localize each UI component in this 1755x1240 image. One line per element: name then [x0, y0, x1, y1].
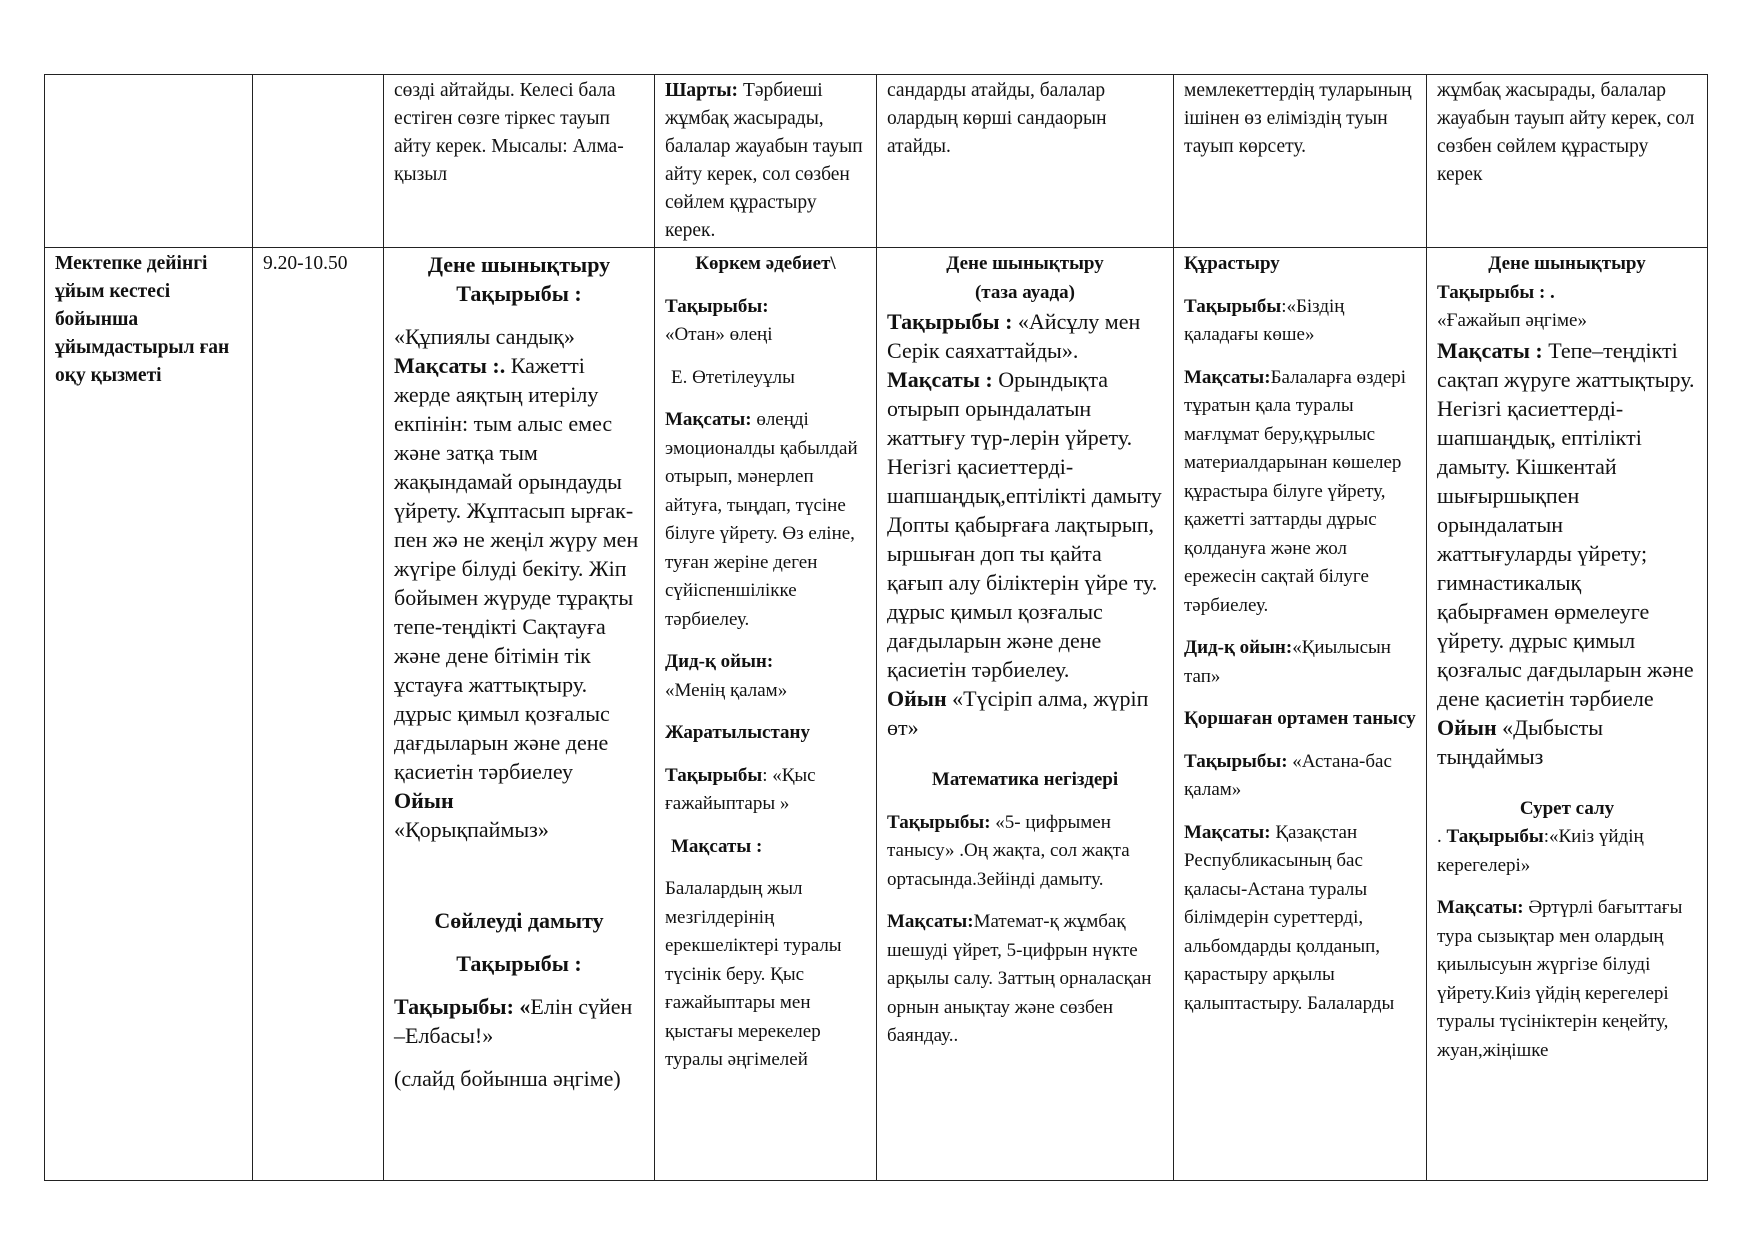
- topic-text: :«Біздің қаладағы көше»: [1184, 295, 1345, 345]
- cell-text: сандарды атайды, балалар олардың көрші сандаорын атайды.: [887, 80, 1107, 157]
- note-text: (слайд бойынша әңгіме): [394, 1066, 621, 1091]
- topic-label-2: Тақырыбы: [665, 764, 763, 786]
- topic-text: «Ғажайып әңгіме»: [1437, 310, 1587, 331]
- table-row-continuation: [45, 75, 1708, 248]
- topic-label-2: Тақырыбы :: [456, 951, 582, 976]
- goal-label: Мақсаты:: [1184, 366, 1271, 388]
- goal-text: Тепе–теңдікті сақтап жүруге жаттықтыру. Негізгі қасиеттерді-шапшаңдық, ептілікті дамыту. Кішкентай шығыршықпен орындалатын жаттығуларды үйрету; гимнастикалық қабырғамен өрмелеуге үйрету. дұрыс қимыл қозғалыс дағдыларын және дене қасиетін тәрбиеле: [1437, 337, 1695, 711]
- goal-text: Орындықта отырып орындалатын жаттығу түр-лерін үйрету. Негізгі қасиеттерді-шапшаңдық,ептілікті дамыту Допты қабырғаға лақтырып, ыршыған доп ты қайта қағып алу біліктерін үйре ту. дұрыс қимыл қозғалыс дағдыларын және дене қасиетін тәрбиелеу.: [887, 367, 1162, 682]
- topic-label: Тақырыбы : .: [1437, 281, 1555, 303]
- game-label: Ойын: [394, 788, 454, 813]
- goal-text-2: Әртүрлі бағыттағы тура сызықтар мен олардың қиылысуын жүргізе білуді үйрету.Киіз үйдің керегелері туралы түсініктерін кеңейту, жуан,жіңішке: [1437, 897, 1683, 1061]
- day-5-cell: [1427, 248, 1708, 1181]
- goal-text: Балаларға өздері тұратын қала туралы мағлұмат беру,құрылыс материалдарынан көшелер құрастыра білуге үйрету, қажетті заттарды дұрыс қолдануға және жол ережесін сақтай білуге тәрбиелеу.: [1184, 366, 1407, 616]
- subject-title-2: Қоршаған ортамен танысу: [1184, 708, 1416, 729]
- game-text: «Қорықпаймыз»: [394, 817, 549, 842]
- subject-title: Дене шынықтыру: [427, 252, 611, 277]
- topic-text-2: : «Қыс ғажайыптары »: [665, 764, 816, 814]
- subject-note: (таза ауада): [974, 281, 1075, 303]
- topic-label: Тақырыбы :: [456, 281, 582, 306]
- game-label: Дид-қ ойын:: [665, 651, 774, 672]
- cell-r1-c3: [384, 75, 655, 248]
- topic-text: «Айсұлу мен Серік саяхаттайды».: [887, 309, 1141, 363]
- time-text: 9.20-10.50: [263, 253, 348, 274]
- goal-label: Мақсаты :.: [394, 353, 506, 378]
- game-text: «Менің қалам»: [665, 679, 788, 701]
- game-label: Ойын: [887, 686, 947, 711]
- topic-text: «Құпиялы сандық»: [394, 324, 575, 349]
- topic-text-2: :«Киіз үйдің керегелері»: [1437, 826, 1644, 876]
- cell-r1-c6: [1174, 75, 1427, 248]
- goal-label-2: Мақсаты :: [671, 835, 763, 857]
- schedule-table: [44, 74, 1708, 1181]
- goal-text-2: Қазақстан Республикасының бас қаласы-Астана туралы білімдерін суреттерді, альбомдарды қолданып, қарастыру арқылы қалыптастыру. Балаларды: [1184, 821, 1395, 1014]
- topic-label-2: Тақырыбы: [1446, 826, 1544, 847]
- topic-prefix-2: .: [1437, 826, 1447, 847]
- goal-label: Мақсаты:: [665, 409, 752, 430]
- time-cell: [253, 248, 384, 1181]
- topic-text-3: Елін сүйен –Елбасы!»: [394, 994, 633, 1048]
- cell-r1-c4: [655, 75, 877, 248]
- cell-text: жұмбақ жасырады, балалар жауабын тауып айту керек, сол сөзбен сөйлем құрастыру керек: [1437, 80, 1695, 185]
- day-3-cell: [877, 248, 1174, 1181]
- game-label: Ойын: [1437, 714, 1497, 740]
- cell-empty-1: [45, 75, 253, 248]
- cell-r1-c5: [877, 75, 1174, 248]
- topic-label-2: Тақырыбы:: [887, 811, 991, 833]
- game-label: Дид-қ ойын:: [1184, 637, 1293, 658]
- goal-label-2: Мақсаты:: [887, 911, 974, 932]
- subject-title-2: Жаратылыстану: [665, 722, 810, 743]
- subject-title-2: Математика негіздері: [931, 769, 1119, 790]
- day-2-cell: [655, 248, 877, 1181]
- topic-text-2: «Астана-бас қалам»: [1184, 750, 1392, 800]
- subject-title: Құрастыру: [1184, 253, 1280, 274]
- cell-empty-2: [253, 75, 384, 248]
- subject-title: Дене шынықтыру: [1488, 253, 1646, 274]
- cell-r1-c7: [1427, 75, 1708, 248]
- goal-text-2: Математ-қ жұмбақ шешуді үйрет, 5-цифрын нүкте арқылы салу. Заттың орналасқан орнын анықтау және сөзбен баяндау..: [887, 911, 1152, 1046]
- topic-text-2: «5- цифрымен танысу» .Оң жақта, сол жақта ортасында.Зейінді дамыту.: [887, 811, 1130, 890]
- row-heading: [45, 248, 253, 1181]
- day-4-cell: [1174, 248, 1427, 1181]
- row-heading-text: Мектепке дейінгі ұйым кестесі бойынша ұйымдастырыл ған оқу қызметі: [55, 253, 230, 386]
- goal-text: Кажетті жерде аяқтың итерілу екпінін: тым алыс емес және затқа тым жақындамай орындауды үйрету. Жұптасып ырғак-пен жә не жеңіл жүру мен жүгіре білуді бекіту. Жіп бойымен жүруде тұрақты тепе-теңдікті Сақтауға және дене бітімін тік ұстауға жаттықтыру. дұрыс қимыл қозғалыс дағдыларын және дене қасиетін тәрбиелеу: [394, 353, 639, 784]
- topic-label: Тақырыбы: [1184, 295, 1282, 317]
- subject-title: Көркем әдебиет\: [695, 253, 836, 274]
- goal-label-2: Мақсаты:: [1184, 821, 1271, 843]
- author-text: Е. Өтетілеуұлы: [671, 366, 795, 388]
- subject-title-2: Сурет салу: [1519, 797, 1615, 819]
- game-text: «Қиылысын тап»: [1184, 637, 1391, 687]
- game-text: «Дыбысты тыңдаймыз: [1437, 714, 1604, 769]
- condition-text: Тәрбиеші жұмбақ жасырады, балалар жауабын тауып айту керек, сол сөзбен сөйлем құрастыру керек.: [665, 80, 863, 241]
- cell-text: сөзді айтайды. Келесі бала естіген сөзге тіркес тауып айту керек. Мысалы: Алма-қызыл: [394, 80, 624, 185]
- cell-text: мемлекеттердің туларының ішінен өз еліміздің туын тауып көрсету.: [1184, 80, 1412, 157]
- topic-label: Тақырыбы:: [665, 295, 769, 317]
- goal-label: Мақсаты :: [887, 367, 993, 392]
- topic-label-2: Тақырыбы:: [1184, 750, 1288, 772]
- goal-label: Мақсаты :: [1437, 337, 1543, 363]
- goal-text: өлеңді эмоционалды қабылдай отырып, мәнерлеп айтуға, тыңдап, түсіне білуге үйрету. Өз еліне, туған жеріне деген сүйіспеншілікке тәрбиелеу.: [665, 409, 858, 630]
- table-row-organized-activity: [45, 248, 1708, 1181]
- subject-title: Дене шынықтыру: [946, 253, 1104, 274]
- topic-text: «Отан» өлеңі: [665, 324, 773, 345]
- subject-title-2: Сөйлеуді дамыту: [434, 908, 604, 933]
- goal-label-2: Мақсаты:: [1437, 897, 1524, 918]
- condition-label: Шарты:: [665, 80, 739, 101]
- goal-text-2: Балалардың жыл мезгілдерінің ерекшеліктері туралы түсінік беру. Қыс ғажайыптары мен қыстағы мерекелер туралы әңгімелей: [665, 878, 842, 1070]
- topic-label: Тақырыбы :: [887, 309, 1013, 334]
- day-1-cell: [384, 248, 655, 1181]
- topic-label-3: Тақырыбы: «: [394, 994, 531, 1019]
- game-text: «Түсіріп алма, жүріп өт»: [887, 686, 1149, 740]
